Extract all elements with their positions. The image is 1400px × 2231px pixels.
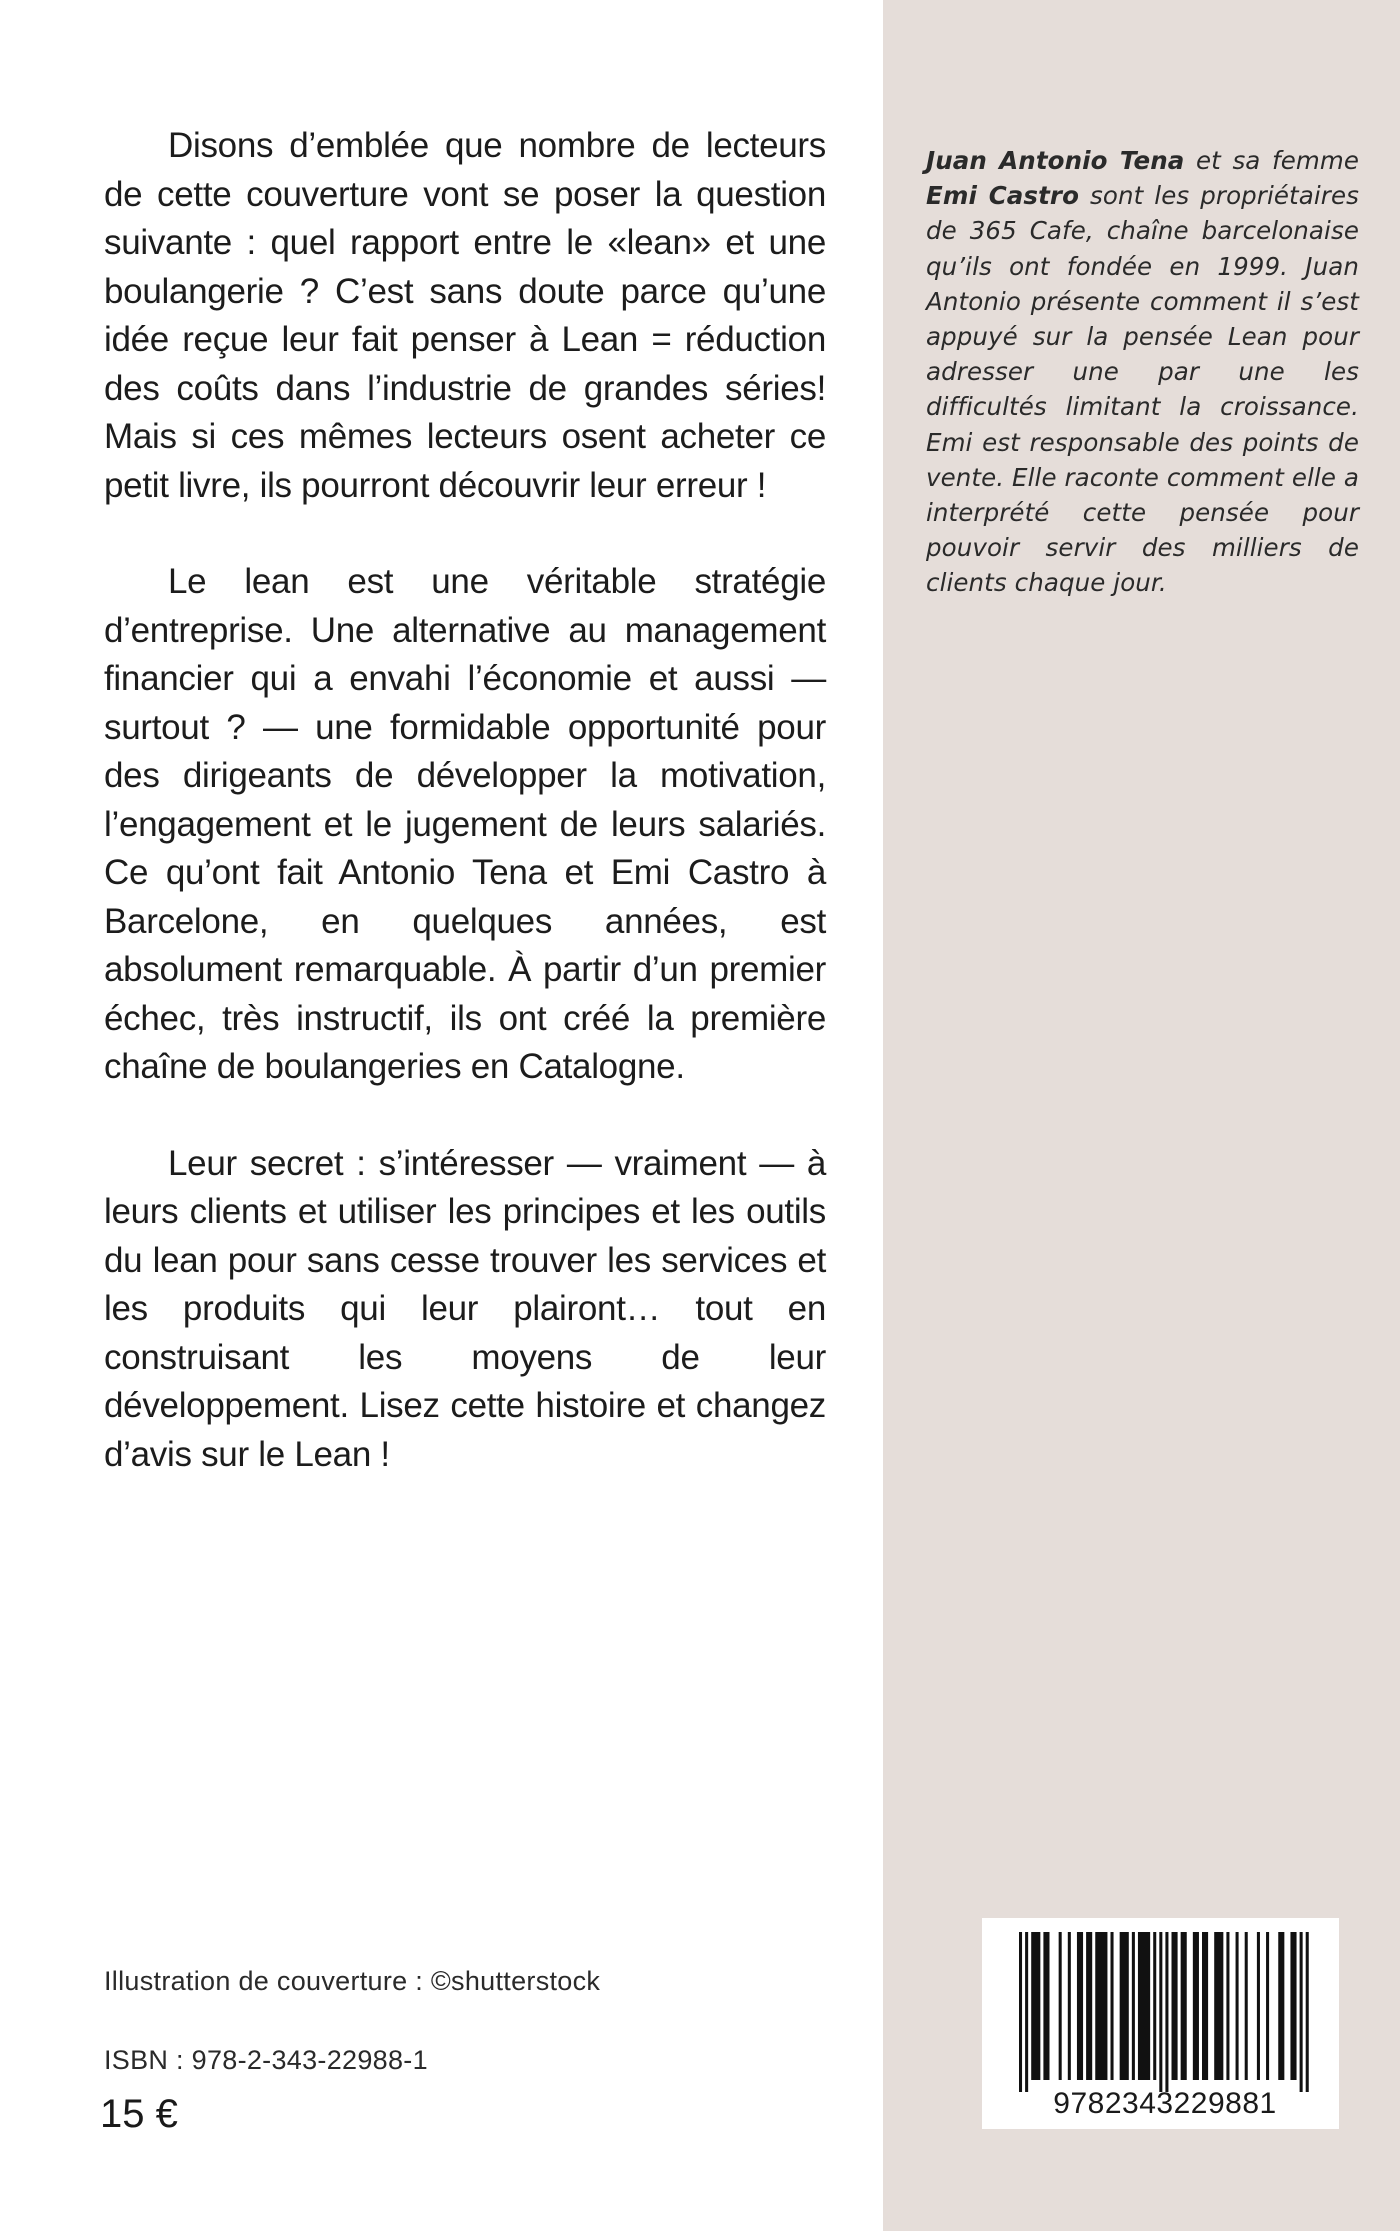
author-bio-text: sont les propriétaires de 365 Cafe, chaîne barcelonaise qu’ils ont fondée en 1999. Juan Antonio présente comment il s’est appuyé sur la pensée Lean pour adresser une par une les difficultés limitant la croissance. Emi est responsable des points de vente. Elle raconte comment elle a interprété cette pensée pour pouvoir servir des milliers de clients chaque jour. — [926, 181, 1359, 598]
barcode-bar — [1138, 1932, 1150, 2080]
author-name-emi: Emi Castro — [926, 181, 1080, 211]
barcode-bar — [1120, 1932, 1129, 2080]
blurb-paragraph-3: Leur secret : s’intéresser — vraiment — à leurs clients et utiliser les principes et les outils du lean pour sans cesse trouver les services et les produits qui leur plairont… tout en construisant les moyens de leur développement. Lisez cette histoire et changez d’avis sur le Lean ! — [104, 1143, 826, 1474]
illustration-credit: Illustration de couverture : ©shutterstock — [104, 1966, 601, 1996]
barcode-bar — [1226, 1932, 1229, 2080]
blurb-column — [104, 122, 826, 1527]
barcode-bar — [1025, 1932, 1028, 2092]
isbn: ISBN : 978-2-343-22988-1 — [104, 2045, 428, 2075]
author-bio — [926, 143, 1359, 601]
barcode-bar — [1095, 1932, 1107, 2080]
barcode-bar — [1043, 1932, 1049, 2080]
barcode-bar — [1266, 1932, 1269, 2080]
barcode-box — [982, 1918, 1339, 2129]
barcode-bar — [1278, 1932, 1284, 2080]
author-bio-connector: et sa femme — [1184, 146, 1359, 175]
barcode-bar — [1300, 1932, 1303, 2092]
barcode-bar — [1077, 1932, 1083, 2080]
barcode-bar — [1068, 1932, 1071, 2080]
blurb-paragraph-1: Disons d’emblée que nombre de lecteurs de cette couverture vont se poser la question suivante : quel rapport entre le «lean» et une boulangerie ? C’est sans doute parce qu’une idée reçue leur fait penser à Lean = réduction des coûts dans l’industrie de grandes séries! Mais si ces mêmes lecteurs osent acheter ce petit livre, ils pourront découvrir leur erreur ! — [104, 126, 826, 505]
author-name-juan: Juan Antonio Tena — [926, 146, 1185, 175]
barcode-bar — [1257, 1932, 1260, 2080]
barcode-bar — [1086, 1932, 1092, 2080]
barcode-number: 9782343229881 — [1053, 2087, 1277, 2120]
barcode-bar — [1172, 1932, 1178, 2080]
barcode-bar — [1181, 1932, 1187, 2080]
blurb-paragraph-2: Le lean est une véritable stratégie d’entreprise. Une alternative au management financier qui a envahi l’économie et aussi — surtout ? — une formidable opportunité pour des dirigeants de développer la motivation, l’engagement et le jugement de leurs salariés. Ce qu’ont fait Antonio Tena et Emi Castro à Barcelone, en quelques années, est absolument remarquable. À partir d’un premier échec, très instructif, ils ont créé la première chaîne de boulangeries en Catalogne. — [104, 562, 826, 1086]
barcode-bar — [1193, 1932, 1199, 2080]
barcode-bar — [1111, 1932, 1114, 2080]
barcode-bar — [1019, 1932, 1022, 2092]
barcode-bar — [1214, 1932, 1223, 2080]
price: 15 € — [100, 2092, 178, 2136]
barcode-bar — [1290, 1932, 1296, 2080]
barcode-icon — [982, 1918, 1339, 2129]
barcode-bar — [1165, 1932, 1168, 2092]
barcode-bar — [1159, 1932, 1162, 2092]
barcode-bar — [1306, 1932, 1309, 2092]
barcode-bar — [1059, 1932, 1062, 2080]
barcode-bar — [1132, 1932, 1135, 2080]
barcode-bar — [1245, 1932, 1248, 2080]
barcode-bar — [1153, 1932, 1156, 2080]
barcode-bar — [1202, 1932, 1208, 2080]
barcode-bar — [1031, 1932, 1040, 2080]
barcode-bar — [1236, 1932, 1239, 2080]
